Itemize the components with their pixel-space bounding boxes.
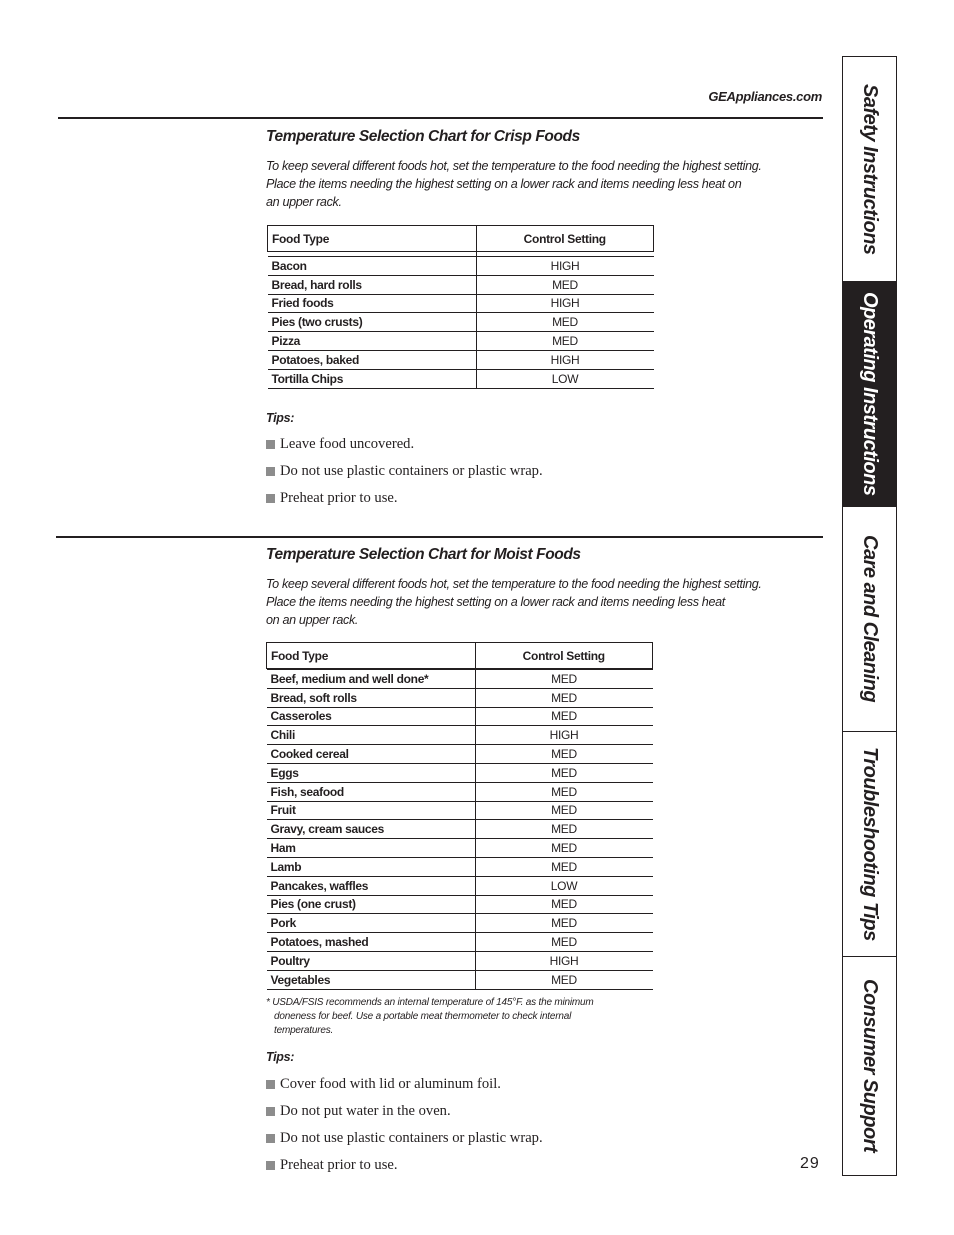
food-type-cell: Ham xyxy=(267,839,476,858)
food-type-cell: Bread, soft rolls xyxy=(267,688,476,707)
tab-label: Care and Cleaning xyxy=(859,535,881,703)
food-type-cell: Fruit xyxy=(267,801,476,820)
square-bullet-icon xyxy=(266,1161,275,1170)
table-row xyxy=(267,914,653,933)
food-type-cell: Pies (one crust) xyxy=(267,895,476,914)
crisp-foods-section xyxy=(266,128,822,512)
control-setting-cell: MED xyxy=(476,275,654,294)
control-setting-cell: MED xyxy=(475,745,653,764)
table-row xyxy=(267,688,653,707)
table-row xyxy=(267,670,653,689)
food-type-cell: Potatoes, mashed xyxy=(267,933,476,952)
intro-line: To keep several different foods hot, set the temperature to the food needing the highest setting. xyxy=(266,577,762,591)
control-setting-cell: MED xyxy=(476,332,654,351)
section-divider xyxy=(58,117,823,119)
table-row xyxy=(267,707,653,726)
beef-footnote xyxy=(266,996,822,1038)
food-type-cell: Chili xyxy=(267,726,476,745)
table-row xyxy=(267,726,653,745)
food-type-cell: Eggs xyxy=(267,763,476,782)
moist-tips-list xyxy=(266,1071,822,1179)
tip-text: Preheat prior to use. xyxy=(280,1156,398,1173)
food-type-cell: Pizza xyxy=(268,332,477,351)
tab-care-and-cleaning[interactable] xyxy=(843,507,896,732)
table-header-row xyxy=(268,226,654,252)
crisp-foods-table xyxy=(267,225,654,389)
crisp-tips-list xyxy=(266,431,822,512)
table-row xyxy=(267,801,653,820)
square-bullet-icon xyxy=(266,1080,275,1089)
table-row xyxy=(267,857,653,876)
table-row xyxy=(267,951,653,970)
tab-label: Consumer Support xyxy=(859,979,881,1153)
control-setting-cell: MED xyxy=(475,970,653,989)
tip-item xyxy=(266,1152,822,1179)
food-type-cell: Pancakes, waffles xyxy=(267,876,476,895)
food-type-cell: Cooked cereal xyxy=(267,745,476,764)
moist-foods-title: Temperature Selection Chart for Moist Foods xyxy=(266,546,581,563)
intro-line: on an upper rack. xyxy=(266,613,359,627)
control-setting-cell: MED xyxy=(475,933,653,952)
moist-foods-intro xyxy=(266,575,822,629)
tab-operating-instructions[interactable] xyxy=(843,282,896,507)
control-setting-cell: HIGH xyxy=(475,726,653,745)
control-setting-cell: HIGH xyxy=(476,257,654,276)
column-header-control-setting: Control Setting xyxy=(475,643,653,669)
food-type-cell: Pork xyxy=(267,914,476,933)
table-header-row xyxy=(267,643,653,669)
tab-label: Troubleshooting Tips xyxy=(859,747,881,941)
tip-item xyxy=(266,1098,822,1125)
table-row xyxy=(268,332,654,351)
tab-safety-instructions[interactable] xyxy=(843,57,896,282)
food-type-cell: Bacon xyxy=(268,257,477,276)
control-setting-cell: MED xyxy=(475,914,653,933)
control-setting-cell: MED xyxy=(475,857,653,876)
food-type-cell: Fish, seafood xyxy=(267,782,476,801)
food-type-cell: Poultry xyxy=(267,951,476,970)
page-number: 29 xyxy=(800,1155,820,1172)
control-setting-cell: MED xyxy=(475,670,653,689)
table-row xyxy=(268,369,654,388)
square-bullet-icon xyxy=(266,494,275,503)
footnote-line: temperatures. xyxy=(274,1024,334,1036)
tip-text: Cover food with lid or aluminum foil. xyxy=(280,1075,501,1092)
intro-line: an upper rack. xyxy=(266,195,342,209)
table-row xyxy=(268,275,654,294)
table-row xyxy=(267,745,653,764)
tab-consumer-support[interactable] xyxy=(843,957,896,1175)
table-row xyxy=(268,313,654,332)
tip-item xyxy=(266,1071,822,1098)
intro-line: Place the items needing the highest setting on a lower rack and items needing less heat xyxy=(266,595,725,609)
control-setting-cell: MED xyxy=(475,820,653,839)
control-setting-cell: HIGH xyxy=(475,951,653,970)
control-setting-cell: MED xyxy=(475,801,653,820)
food-type-cell: Fried foods xyxy=(268,294,477,313)
square-bullet-icon xyxy=(266,467,275,476)
tip-text: Do not put water in the oven. xyxy=(280,1102,451,1119)
footnote-line: doneness for beef. Use a portable meat thermometer to check internal xyxy=(274,1010,572,1022)
table-row xyxy=(267,876,653,895)
tip-item xyxy=(266,458,822,485)
square-bullet-icon xyxy=(266,440,275,449)
table-row xyxy=(268,294,654,313)
intro-line: Place the items needing the highest setting on a lower rack and items needing less heat on xyxy=(266,177,742,191)
food-type-cell: Vegetables xyxy=(267,970,476,989)
food-type-cell: Pies (two crusts) xyxy=(268,313,477,332)
section-divider xyxy=(56,536,823,538)
table-row xyxy=(267,933,653,952)
crisp-foods-title: Temperature Selection Chart for Crisp Foods xyxy=(266,128,580,145)
tip-text: Leave food uncovered. xyxy=(280,435,415,452)
column-header-food-type: Food Type xyxy=(267,643,476,669)
control-setting-cell: LOW xyxy=(475,876,653,895)
food-type-cell: Gravy, cream sauces xyxy=(267,820,476,839)
table-row xyxy=(267,782,653,801)
tip-item xyxy=(266,1125,822,1152)
food-type-cell: Casseroles xyxy=(267,707,476,726)
tip-text: Preheat prior to use. xyxy=(280,489,398,506)
square-bullet-icon xyxy=(266,1134,275,1143)
footnote-line: * USDA/FSIS recommends an internal temperature of 145°F. as the minimum xyxy=(266,996,594,1008)
table-row xyxy=(267,763,653,782)
moist-foods-table xyxy=(266,642,653,990)
tab-label: Safety Instructions xyxy=(859,83,881,255)
table-row xyxy=(267,839,653,858)
control-setting-cell: LOW xyxy=(476,369,654,388)
control-setting-cell: HIGH xyxy=(476,294,654,313)
table-row xyxy=(267,820,653,839)
food-type-cell: Tortilla Chips xyxy=(268,369,477,388)
tip-text: Do not use plastic containers or plastic wrap. xyxy=(280,462,543,479)
food-type-cell: Bread, hard rolls xyxy=(268,275,477,294)
tips-label: Tips: xyxy=(266,410,295,425)
table-row xyxy=(268,350,654,369)
intro-line: To keep several different foods hot, set the temperature to the food needing the highest setting. xyxy=(266,159,762,173)
control-setting-cell: MED xyxy=(475,688,653,707)
tip-text: Do not use plastic containers or plastic wrap. xyxy=(280,1129,543,1146)
side-tabs xyxy=(842,56,897,1176)
table-row xyxy=(268,257,654,276)
crisp-foods-intro xyxy=(266,157,822,211)
tip-item xyxy=(266,485,822,512)
control-setting-cell: MED xyxy=(475,839,653,858)
food-type-cell: Potatoes, baked xyxy=(268,350,477,369)
control-setting-cell: HIGH xyxy=(476,350,654,369)
column-header-food-type: Food Type xyxy=(268,226,477,252)
tab-troubleshooting-tips[interactable] xyxy=(843,732,896,957)
table-row xyxy=(267,970,653,989)
site-url[interactable]: GEAppliances.com xyxy=(708,89,822,104)
moist-foods-section xyxy=(266,546,822,1179)
food-type-cell: Beef, medium and well done* xyxy=(267,670,476,689)
food-type-cell: Lamb xyxy=(267,857,476,876)
square-bullet-icon xyxy=(266,1107,275,1116)
tips-label: Tips: xyxy=(266,1049,295,1064)
control-setting-cell: MED xyxy=(475,782,653,801)
tip-item xyxy=(266,431,822,458)
control-setting-cell: MED xyxy=(476,313,654,332)
tab-label: Operating Instructions xyxy=(859,292,881,496)
control-setting-cell: MED xyxy=(475,895,653,914)
column-header-control-setting: Control Setting xyxy=(476,226,654,252)
table-row xyxy=(267,895,653,914)
control-setting-cell: MED xyxy=(475,763,653,782)
control-setting-cell: MED xyxy=(475,707,653,726)
